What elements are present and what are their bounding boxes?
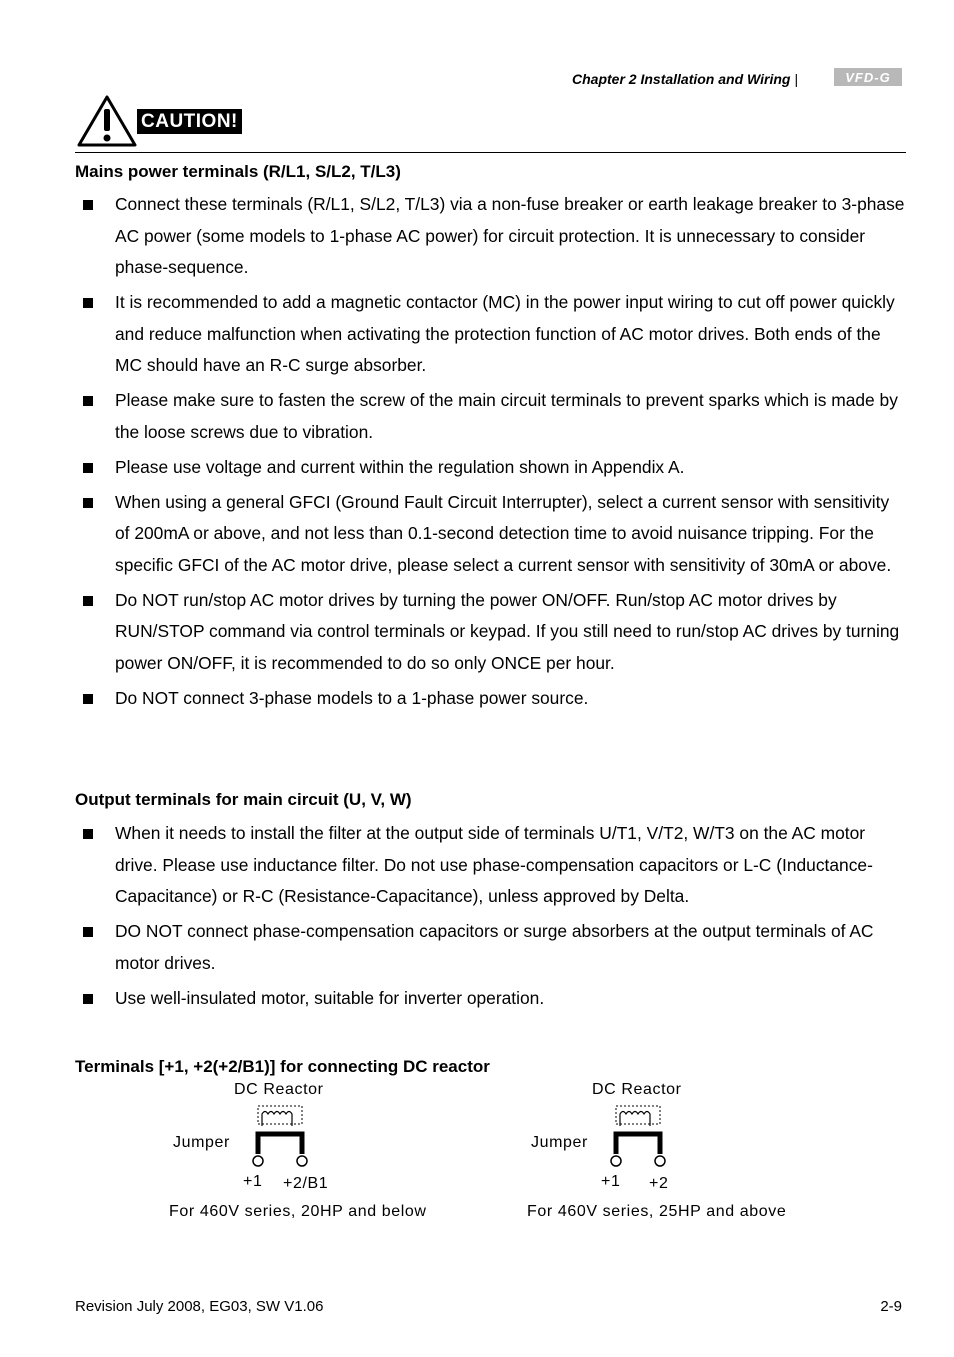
terminal-plus2-label: +2 [649, 1175, 669, 1192]
output-terminal-list [75, 818, 906, 1018]
square-bullet-icon [83, 694, 93, 704]
revision-footer: Revision July 2008, EG03, SW V1.06 [75, 1298, 324, 1315]
list-item: It is recommended to add a magnetic contactor (MC) in the power input wiring to cut off power quickly and reduce malfunction when activating the protection function of AC motor drives. Both ends of the MC should have an R-C surge absorber. [75, 287, 906, 382]
terminal-plus1-label: +1 [243, 1173, 263, 1190]
list-item: Use well-insulated motor, suitable for inverter operation. [75, 983, 906, 1015]
warning-triangle-icon [76, 94, 138, 153]
square-bullet-icon [83, 994, 93, 1004]
jumper-label: Jumper [173, 1134, 230, 1151]
diagram-caption: For 460V series, 25HP and above [527, 1203, 787, 1220]
square-bullet-icon [83, 200, 93, 210]
list-item: Do NOT run/stop AC motor drives by turning the power ON/OFF. Run/stop AC motor drives by RUN/STOP command via control terminals or keypad. If you still need to run/stop AC drives by turning power ON/OFF, it is recommended to do so only ONCE per hour. [75, 585, 906, 680]
square-bullet-icon [83, 829, 93, 839]
terminal-plus1-label: +1 [601, 1173, 621, 1190]
square-bullet-icon [83, 927, 93, 937]
square-bullet-icon [83, 498, 93, 508]
square-bullet-icon [83, 298, 93, 308]
section-heading-output: Output terminals for main circuit (U, V, W) [75, 790, 412, 809]
dc-reactor-jumper-diagram [248, 1104, 314, 1175]
list-item: Connect these terminals (R/L1, S/L2, T/L3) via a non-fuse breaker or earth leakage breaker to 3-phase AC power (some models to 1-phase AC power) for circuit protection. It is unnecessary to consider phase-sequence. [75, 189, 906, 284]
section-heading-mains: Mains power terminals (R/L1, S/L2, T/L3) [75, 162, 401, 181]
caution-badge: CAUTION! [137, 109, 242, 134]
square-bullet-icon [83, 396, 93, 406]
dc-reactor-label: DC Reactor [234, 1081, 324, 1098]
mains-terminal-list [75, 189, 906, 718]
list-item: Please make sure to fasten the screw of the main circuit terminals to prevent sparks which is made by the loose screws due to vibration. [75, 385, 906, 448]
chapter-header [572, 71, 798, 87]
square-bullet-icon [83, 596, 93, 606]
section-heading-dc-reactor: Terminals [+1, +2(+2/B1)] for connecting DC reactor [75, 1057, 490, 1076]
diagram-caption: For 460V series, 20HP and below [169, 1203, 427, 1220]
list-item: Please use voltage and current within the regulation shown in Appendix A. [75, 452, 906, 484]
header-rule [75, 152, 906, 153]
dc-reactor-label: DC Reactor [592, 1081, 682, 1098]
header-separator: | [794, 71, 799, 87]
jumper-label: Jumper [531, 1134, 588, 1151]
list-item: When using a general GFCI (Ground Fault Circuit Interrupter), select a current sensor with sensitivity of 200mA or above, and not less than 0.1-second detection time to avoid nuisance tripping. For the specific GFCI of the AC motor drive, please select a current sensor with sensitivity of 30mA or above. [75, 487, 906, 582]
list-item: When it needs to install the filter at the output side of terminals U/T1, V/T2, W/T3 on the AC motor drive. Please use inductance filter. Do not use phase-compensation capacitors or L-C (Inductance-Capacitance) or R-C (Resistance-Capacitance), unless approved by Delta. [75, 818, 906, 913]
page-number: 2-9 [880, 1298, 902, 1315]
list-item: Do NOT connect 3-phase models to a 1-phase power source. [75, 683, 906, 715]
product-logo: VFD-G [834, 68, 902, 86]
dc-reactor-jumper-diagram [606, 1104, 672, 1175]
list-item: DO NOT connect phase-compensation capacitors or surge absorbers at the output terminals of AC motor drives. [75, 916, 906, 979]
terminal-plus2-b1-label: +2/B1 [283, 1175, 329, 1192]
chapter-title: Chapter 2 Installation and Wiring [572, 71, 791, 87]
square-bullet-icon [83, 463, 93, 473]
